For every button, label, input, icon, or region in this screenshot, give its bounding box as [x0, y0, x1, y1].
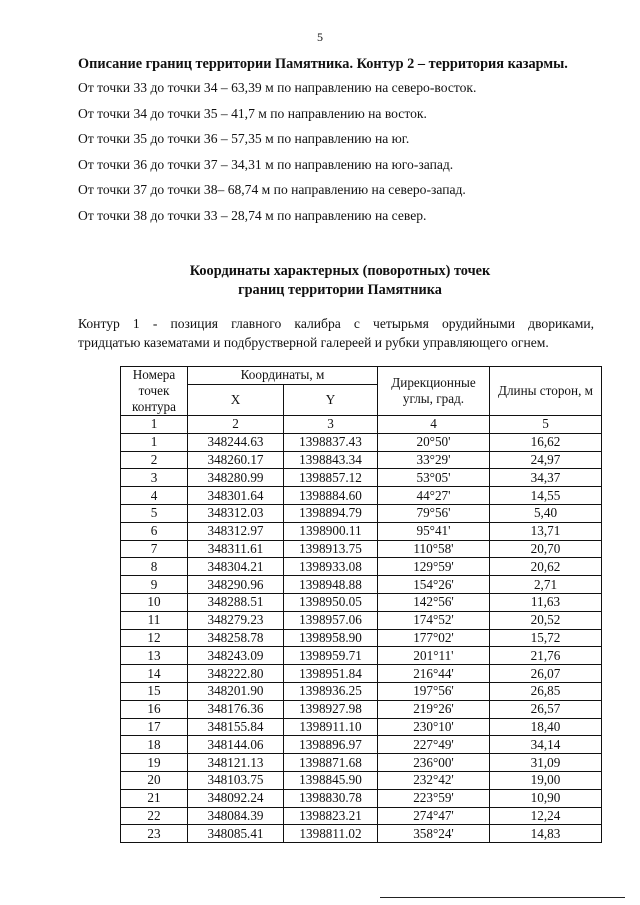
cell-x: 348092.24 — [188, 789, 284, 807]
cell-angle: 197°56' — [378, 682, 490, 700]
cell-angle: 216°44' — [378, 665, 490, 683]
cell-y: 1398957.06 — [284, 611, 378, 629]
cell-point: 4 — [121, 487, 188, 505]
cell-x: 348103.75 — [188, 771, 284, 789]
cell-point: 3 — [121, 469, 188, 487]
cell-y: 1398959.71 — [284, 647, 378, 665]
cell-angle: 227°49' — [378, 736, 490, 754]
cell-angle: 95°41' — [378, 522, 490, 540]
cell-length: 26,57 — [490, 700, 602, 718]
table-title-line-2: границ территории Памятника — [238, 282, 442, 298]
cell-point: 16 — [121, 700, 188, 718]
cell-point: 20 — [121, 771, 188, 789]
cell-y: 1398823.21 — [284, 807, 378, 825]
cell-angle: 110°58' — [378, 540, 490, 558]
cell-y: 1398913.75 — [284, 540, 378, 558]
cell-y: 1398900.11 — [284, 522, 378, 540]
cell-point: 11 — [121, 611, 188, 629]
cell-point: 17 — [121, 718, 188, 736]
table-title-line-1: Координаты характерных (поворотных) точек — [189, 263, 491, 279]
cell-x: 348244.63 — [188, 433, 284, 451]
cell-length: 20,70 — [490, 540, 602, 558]
boundary-line: От точки 38 до точки 33 – 28,74 м по направлению на север. — [78, 208, 427, 223]
cell-length: 31,09 — [490, 754, 602, 772]
cell-point: 12 — [121, 629, 188, 647]
cell-angle: 232°42' — [378, 771, 490, 789]
table-row — [121, 629, 602, 647]
cell-length: 2,71 — [490, 576, 602, 594]
cell-y: 1398894.79 — [284, 504, 378, 522]
table-row — [121, 682, 602, 700]
cell-x: 348304.21 — [188, 558, 284, 576]
cell-point: 2 — [121, 451, 188, 469]
cell-length: 20,62 — [490, 558, 602, 576]
cell-point: 1 — [121, 433, 188, 451]
cell-angle: 177°02' — [378, 629, 490, 647]
cell-y: 1398830.78 — [284, 789, 378, 807]
intro-line-2: тридцатью казематами и подбрустверной галереей и рубки управляющего огнем. — [78, 335, 549, 350]
boundary-line: От точки 35 до точки 36 – 57,35 м по направлению на юг. — [78, 131, 410, 147]
cell-point: 23 — [121, 825, 188, 843]
cell-x: 348260.17 — [188, 451, 284, 469]
intro-line-1: Контур 1 - позиция главного калибра с четырьмя орудийными двориками, — [78, 316, 594, 331]
cell-x: 348222.80 — [188, 665, 284, 683]
cell-length: 21,76 — [490, 647, 602, 665]
table-row — [121, 736, 602, 754]
table-row — [121, 593, 602, 611]
cell-x: 348201.90 — [188, 682, 284, 700]
boundary-line: От точки 33 до точки 34 – 63,39 м по направлению на северо-восток. — [78, 80, 477, 95]
cell-angle: 142°56' — [378, 593, 490, 611]
header-coordinates: Координаты, м — [188, 367, 378, 385]
cell-y: 1398845.90 — [284, 771, 378, 789]
cell-length: 16,62 — [490, 433, 602, 451]
cell-point: 9 — [121, 576, 188, 594]
cell-angle: 236°00' — [378, 754, 490, 772]
table-row — [121, 576, 602, 594]
cell-point: 10 — [121, 593, 188, 611]
cell-angle: 358°24' — [378, 825, 490, 843]
boundary-line: От точки 36 до точки 37 – 34,31 м по направлению на юго-запад. — [78, 156, 454, 172]
cell-angle: 53°05' — [378, 469, 490, 487]
cell-angle: 20°50' — [378, 433, 490, 451]
cell-length: 12,24 — [490, 807, 602, 825]
column-number: 2 — [188, 416, 284, 434]
cell-x: 348288.51 — [188, 593, 284, 611]
cell-point: 8 — [121, 558, 188, 576]
cell-length: 14,83 — [490, 825, 602, 843]
table-row — [121, 700, 602, 718]
cell-length: 34,14 — [490, 736, 602, 754]
table-row — [121, 647, 602, 665]
table-row — [121, 807, 602, 825]
cell-length: 15,72 — [490, 629, 602, 647]
cell-angle: 129°59' — [378, 558, 490, 576]
cell-point: 14 — [121, 665, 188, 683]
cell-x: 348176.36 — [188, 700, 284, 718]
cell-y: 1398950.05 — [284, 593, 378, 611]
column-number-row — [121, 416, 602, 434]
column-number: 1 — [121, 416, 188, 434]
cell-x: 348290.96 — [188, 576, 284, 594]
cell-x: 348279.23 — [188, 611, 284, 629]
table-row — [121, 433, 602, 451]
table-row — [121, 540, 602, 558]
cell-angle: 230°10' — [378, 718, 490, 736]
cell-point: 21 — [121, 789, 188, 807]
section-heading: Описание границ территории Памятника. Контур 2 – территория казармы. — [78, 56, 568, 72]
cell-angle: 201°11' — [378, 647, 490, 665]
cell-angle: 223°59' — [378, 789, 490, 807]
cell-length: 10,90 — [490, 789, 602, 807]
cell-length: 11,63 — [490, 593, 602, 611]
cell-x: 348243.09 — [188, 647, 284, 665]
cell-y: 1398857.12 — [284, 469, 378, 487]
cell-point: 5 — [121, 504, 188, 522]
page-number: 5 — [317, 30, 323, 44]
header-direction-angle: Дирекционные углы, град. — [378, 367, 490, 416]
table-row — [121, 665, 602, 683]
cell-length: 13,71 — [490, 522, 602, 540]
table-row — [121, 469, 602, 487]
contour-intro — [78, 314, 594, 352]
cell-x: 348312.97 — [188, 522, 284, 540]
cell-y: 1398958.90 — [284, 629, 378, 647]
header-side-length: Длины сторон, м — [490, 367, 602, 416]
table-row — [121, 558, 602, 576]
cell-angle: 33°29' — [378, 451, 490, 469]
table-row — [121, 771, 602, 789]
boundary-line: От точки 37 до точки 38– 68,74 м по направлению на северо-запад. — [78, 182, 466, 198]
cell-angle: 154°26' — [378, 576, 490, 594]
cell-angle: 79°56' — [378, 504, 490, 522]
cell-point: 13 — [121, 647, 188, 665]
cell-y: 1398933.08 — [284, 558, 378, 576]
cell-point: 22 — [121, 807, 188, 825]
cell-y: 1398927.98 — [284, 700, 378, 718]
cell-length: 20,52 — [490, 611, 602, 629]
cell-length: 18,40 — [490, 718, 602, 736]
cell-x: 348155.84 — [188, 718, 284, 736]
cell-x: 348144.06 — [188, 736, 284, 754]
cell-x: 348280.99 — [188, 469, 284, 487]
cell-x: 348312.03 — [188, 504, 284, 522]
header-y: Y — [284, 384, 378, 415]
table-row — [121, 789, 602, 807]
cell-y: 1398948.88 — [284, 576, 378, 594]
cell-x: 348311.61 — [188, 540, 284, 558]
cell-length: 5,40 — [490, 504, 602, 522]
cell-y: 1398896.97 — [284, 736, 378, 754]
boundary-line: От точки 34 до точки 35 – 41,7 м по направлению на восток. — [78, 105, 427, 121]
cell-y: 1398843.34 — [284, 451, 378, 469]
cell-length: 19,00 — [490, 771, 602, 789]
table-row — [121, 451, 602, 469]
cell-point: 18 — [121, 736, 188, 754]
cell-angle: 219°26' — [378, 700, 490, 718]
table-row — [121, 718, 602, 736]
table-row — [121, 611, 602, 629]
table-row — [121, 522, 602, 540]
cell-x: 348258.78 — [188, 629, 284, 647]
cell-length: 26,07 — [490, 665, 602, 683]
bottom-rule — [380, 897, 625, 898]
header-x: X — [188, 384, 284, 415]
cell-length: 34,37 — [490, 469, 602, 487]
cell-length: 24,97 — [490, 451, 602, 469]
cell-angle: 174°52' — [378, 611, 490, 629]
cell-y: 1398951.84 — [284, 665, 378, 683]
table-row — [121, 754, 602, 772]
cell-angle: 44°27' — [378, 487, 490, 505]
cell-x: 348301.64 — [188, 487, 284, 505]
cell-angle: 274°47' — [378, 807, 490, 825]
cell-y: 1398884.60 — [284, 487, 378, 505]
column-number: 4 — [378, 416, 490, 434]
table-row — [121, 825, 602, 843]
cell-x: 348085.41 — [188, 825, 284, 843]
column-number: 3 — [284, 416, 378, 434]
cell-y: 1398871.68 — [284, 754, 378, 772]
cell-point: 15 — [121, 682, 188, 700]
table-row — [121, 487, 602, 505]
cell-y: 1398837.43 — [284, 433, 378, 451]
cell-length: 26,85 — [490, 682, 602, 700]
cell-x: 348121.13 — [188, 754, 284, 772]
cell-point: 6 — [121, 522, 188, 540]
cell-point: 7 — [121, 540, 188, 558]
cell-point: 19 — [121, 754, 188, 772]
header-point-number: Номера точек контура — [121, 367, 188, 416]
column-number: 5 — [490, 416, 602, 434]
cell-y: 1398911.10 — [284, 718, 378, 736]
cell-x: 348084.39 — [188, 807, 284, 825]
cell-y: 1398936.25 — [284, 682, 378, 700]
coordinates-table — [120, 366, 602, 843]
cell-y: 1398811.02 — [284, 825, 378, 843]
cell-length: 14,55 — [490, 487, 602, 505]
table-row — [121, 504, 602, 522]
